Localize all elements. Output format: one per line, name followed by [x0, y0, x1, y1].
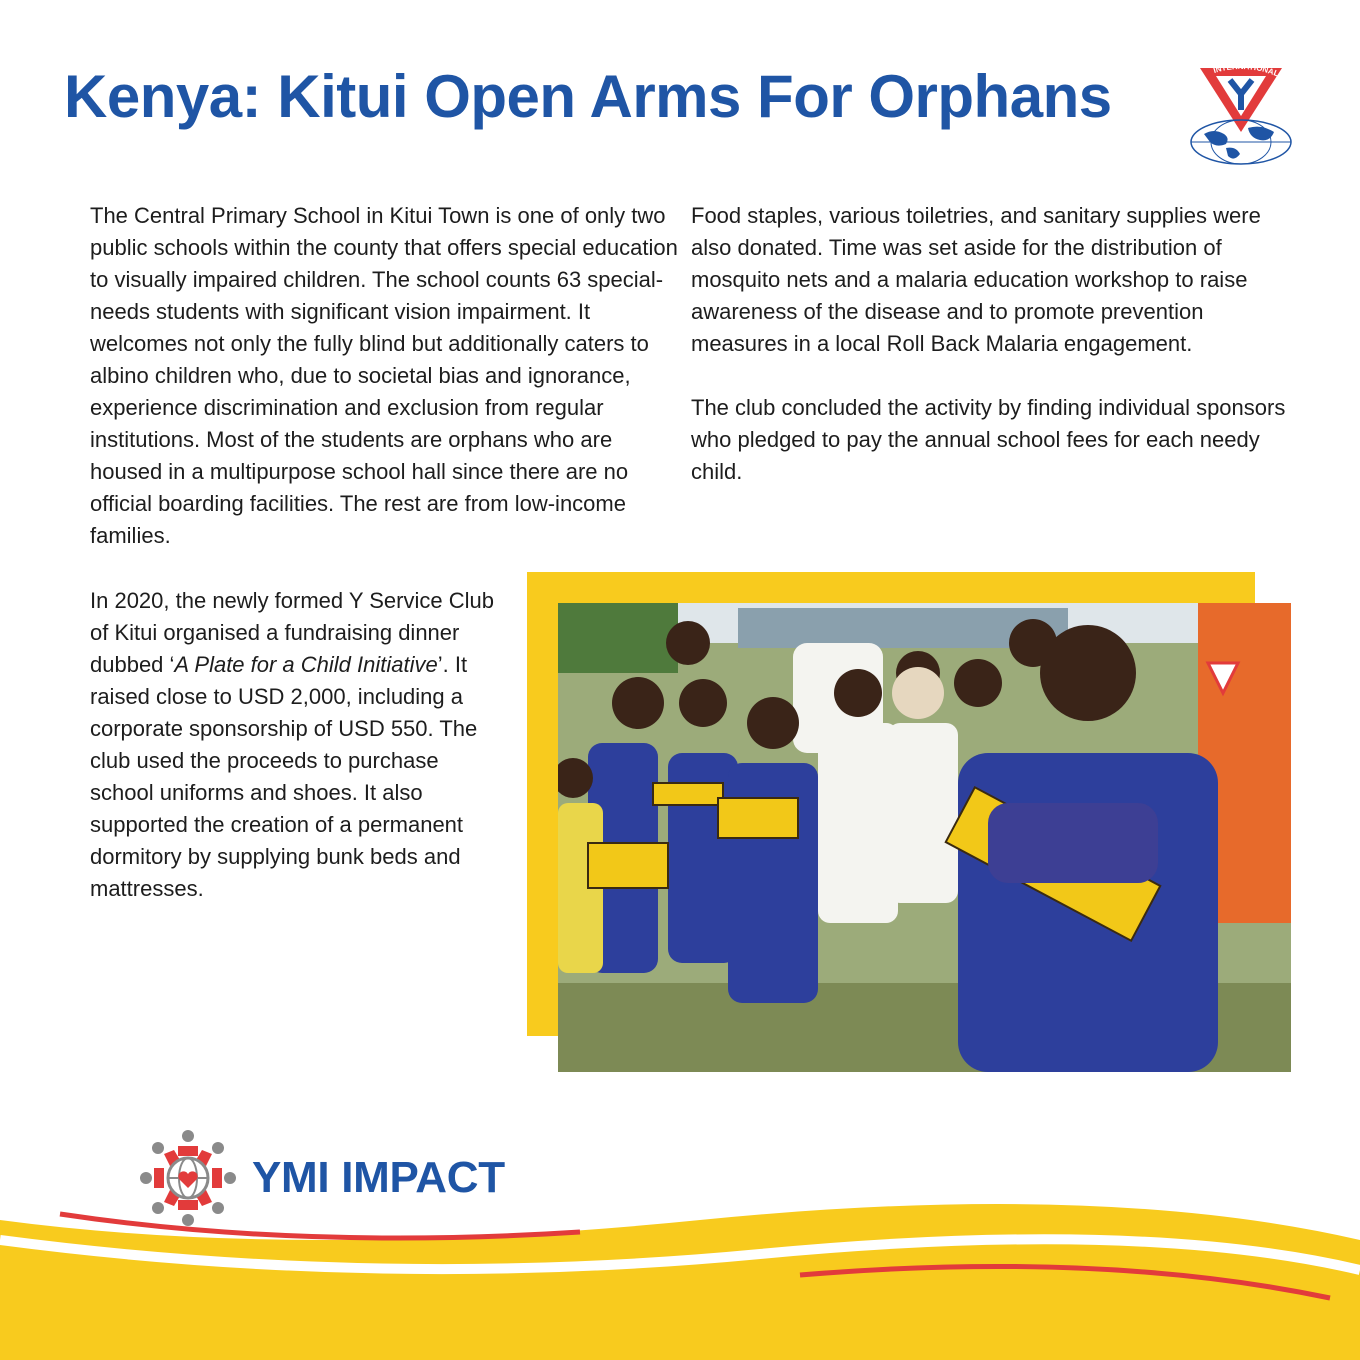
ymi-impact-logo-icon — [140, 1128, 236, 1228]
article-right-column — [691, 200, 1301, 488]
page-title: Kenya: Kitui Open Arms For Orphans — [64, 63, 1112, 130]
fundraising-text-start: In 2020, the newly formed Y Service Club of Kitui organised a fundraising dinner dubbed ‘ — [90, 588, 494, 677]
initiative-name: A Plate for a Child Initiative — [174, 652, 438, 677]
paragraph-donations: Food staples, various toiletries, and sanitary supplies were also donated. Time was set aside for the distribution of mosquito nets and a malaria education workshop to raise awareness of the disease and to promote prevention measures in a local Roll Back Malaria engagement. — [691, 203, 1261, 356]
children-with-donations-photo-icon — [558, 603, 1291, 1072]
article-left-column-top — [64, 200, 679, 552]
footer-brand: YMI IMPACT — [252, 1153, 505, 1202]
paragraph-school-description: The Central Primary School in Kitui Town is one of only two public schools within the county that offers special education to visually impaired children. The school counts 63 special-needs students with significant vision impairment. It welcomes not only the fully blind but additionally caters to albino children who, due to societal bias and ignorance, experience discrimination and exclusion from regular institutions. Most of the students are orphans who are housed in a multipurpose school hall since there are no official boarding facilities. The rest are from low-income families. — [90, 203, 678, 548]
paragraph-fundraising — [64, 585, 504, 905]
ymi-international-logo-icon — [1186, 62, 1296, 170]
article-left-column-bottom — [64, 585, 504, 905]
logo-text: INTERNATIONAL — [1212, 62, 1281, 79]
paragraph-sponsors: The club concluded the activity by finding individual sponsors who pledged to pay the annual school fees for each needy child. — [691, 395, 1286, 484]
fundraising-text-end: ’. It raised close to USD 2,000, including a corporate sponsorship of USD 550. The club used the proceeds to purchase school uniforms and shoes. It also supported the creation of a permanent dormitory by supplying bunk beds and mattresses. — [90, 652, 478, 901]
